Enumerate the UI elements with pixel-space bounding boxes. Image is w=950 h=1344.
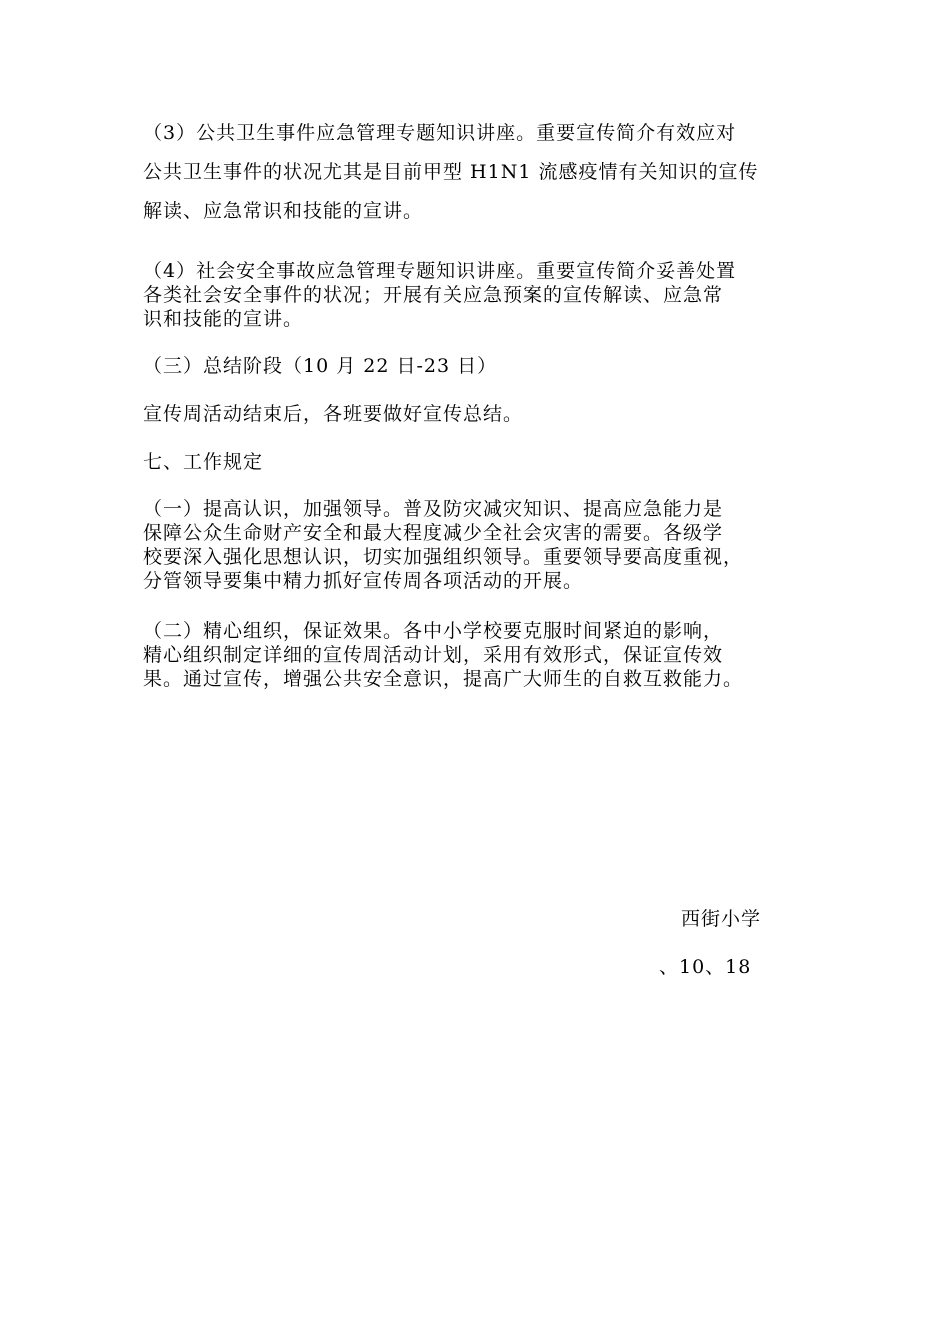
text-line: （3）公共卫生事件应急管理专题知识讲座。重要宣传简介有效应对 <box>143 122 737 144</box>
text-line: 分管领导要集中精力抓好宣传周各项活动的开展。 <box>143 570 584 592</box>
text-line: 精心组织制定详细的宣传周活动计划，采用有效形式，保证宣传效 <box>143 644 724 666</box>
text-line: 各类社会安全事件的状况；开展有关应急预案的宣传解读、应急常 <box>143 284 724 306</box>
signature-school: 西街小学 <box>681 908 762 930</box>
paragraph-awareness-leadership <box>143 497 808 593</box>
paragraph-summary-note <box>143 400 808 428</box>
section-heading-work-rules <box>143 448 808 476</box>
text-line: 宣传周活动结束后，各班要做好宣传总结。 <box>143 403 524 425</box>
text-line: （二）精心组织，保证效果。各中小学校要克服时间紧迫的影响， <box>143 620 724 642</box>
text-line: 七、工作规定 <box>143 451 264 473</box>
text-line: 识和技能的宣讲。 <box>143 308 304 330</box>
text-line: 解读、应急常识和技能的宣讲。 <box>143 200 424 222</box>
signature-date: 、10、18 <box>659 956 752 978</box>
section-summary-phase <box>143 352 808 380</box>
text-line: （4）社会安全事故应急管理专题知识讲座。重要宣传简介妥善处置 <box>143 260 737 282</box>
text-line: 校要深入强化思想认识，切实加强组织领导。重要领导要高度重视， <box>143 546 744 568</box>
text-line: 果。通过宣传，增强公共安全意识，提高广大师生的自救互救能力。 <box>143 668 744 690</box>
text-line: 保障公众生命财产安全和最大程度减少全社会灾害的需要。各级学 <box>143 522 724 544</box>
text-line: （三）总结阶段（10 月 22 日-23 日） <box>143 355 498 377</box>
paragraph-organization-effect <box>143 619 808 691</box>
paragraph-social-safety-lecture <box>143 259 808 331</box>
paragraph-public-health-lecture <box>143 114 808 231</box>
text-line: （一）提高认识，加强领导。普及防灾减灾知识、提高应急能力是 <box>143 498 724 520</box>
text-line: 公共卫生事件的状况尤其是目前甲型 H1N1 流感疫情有关知识的宣传 <box>143 161 759 183</box>
